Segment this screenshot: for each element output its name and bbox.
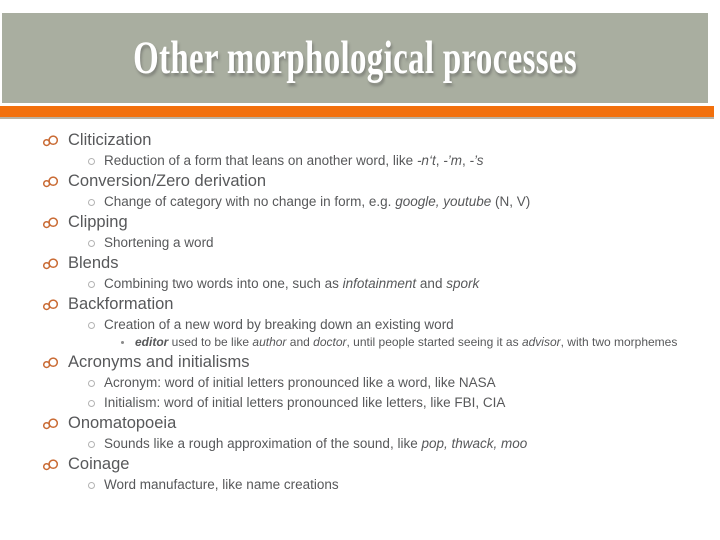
- bullet-item-level2: [0, 393, 678, 413]
- bullet-text: [68, 413, 678, 434]
- text-segment: Onomatopoeia: [68, 413, 177, 432]
- bullet-item-level1: [0, 454, 678, 475]
- bullet-text: [68, 130, 678, 151]
- bullet-text: [104, 434, 678, 454]
- accent-divider-bar: [0, 106, 714, 119]
- bullet-item-level2: [0, 315, 678, 335]
- bullet-text: [68, 352, 678, 373]
- bullet-text: [104, 373, 678, 393]
- double-ring-bullet-icon: [42, 298, 59, 312]
- bullet-item-level1: [0, 294, 678, 315]
- bullet-item-level1: [0, 130, 678, 151]
- text-segment: -’m: [443, 153, 462, 168]
- text-segment: Backformation: [68, 295, 174, 313]
- text-segment: Clipping: [68, 213, 128, 231]
- circle-outline-bullet-icon: [88, 158, 95, 165]
- circle-outline-bullet-icon: [88, 441, 95, 448]
- text-segment: advisor: [521, 335, 561, 349]
- circle-outline-bullet-icon: [88, 281, 95, 288]
- bullet-text: [68, 212, 678, 233]
- bullet-item-level3: [0, 336, 678, 350]
- text-segment: (N, V): [491, 194, 531, 209]
- circle-outline-bullet-icon: [88, 482, 95, 489]
- bullet-text: [68, 171, 678, 192]
- double-ring-bullet-icon: [42, 356, 59, 370]
- circle-outline-bullet-icon: [88, 400, 95, 407]
- text-segment: Initialism: word of initial letters pronounced like letters, like FBI, CIA: [104, 394, 506, 410]
- text-segment: and: [286, 335, 314, 349]
- bullet-list: [0, 130, 678, 495]
- text-segment: and: [416, 276, 447, 291]
- bullet-text: [104, 151, 678, 171]
- double-ring-bullet-icon: [42, 134, 59, 148]
- bullet-item-level2: [0, 373, 678, 393]
- bullet-text: [135, 336, 678, 350]
- double-ring-bullet-icon: [42, 417, 59, 431]
- text-segment: Conversion/Zero derivation: [68, 172, 267, 190]
- circle-outline-bullet-icon: [88, 380, 95, 387]
- bullet-item-level1: [0, 413, 678, 434]
- circle-outline-bullet-icon: [88, 322, 95, 329]
- text-segment: Word manufacture, like name creations: [104, 476, 339, 492]
- text-segment: ,: [435, 153, 444, 168]
- bullet-item-level1: [0, 352, 678, 373]
- text-segment: Sounds like a rough approximation of the sound, like: [104, 435, 422, 451]
- bullet-text: [104, 274, 678, 294]
- bullet-item-level2: [0, 233, 678, 253]
- text-segment: used to be like: [168, 335, 253, 349]
- text-segment: spork: [446, 276, 480, 291]
- text-segment: Blends: [68, 254, 119, 272]
- bullet-text: [104, 192, 678, 212]
- bullet-item-level2: [0, 151, 678, 171]
- bullet-text: [104, 475, 678, 495]
- text-segment: Reduction of a form that leans on another word, like: [104, 153, 417, 168]
- bullet-item-level2: [0, 192, 678, 212]
- text-segment: Coinage: [68, 454, 130, 473]
- bullet-item-level1: [0, 253, 678, 274]
- double-ring-bullet-icon: [42, 175, 59, 189]
- text-segment: google, youtube: [395, 194, 492, 209]
- text-segment: Shortening a word: [104, 235, 214, 250]
- bullet-text: [104, 233, 678, 253]
- bullet-item-level2: [0, 475, 678, 495]
- text-segment: editor: [135, 335, 169, 349]
- text-segment: , until people started seeing it as: [346, 335, 522, 349]
- bullet-text: [104, 393, 678, 413]
- text-segment: Acronyms and initialisms: [68, 352, 250, 371]
- dot-bullet-icon: [121, 341, 124, 344]
- bullet-text: [104, 315, 678, 335]
- text-segment: -n‘t: [416, 153, 436, 168]
- text-segment: Cliticization: [68, 131, 152, 149]
- text-segment: pop, thwack, moo: [421, 435, 528, 451]
- double-ring-bullet-icon: [42, 216, 59, 230]
- text-segment: Acronym: word of initial letters pronounced like a word, like NASA: [104, 374, 496, 390]
- double-ring-bullet-icon: [42, 257, 59, 271]
- slide-title: Other morphological processes: [133, 31, 577, 84]
- text-segment: ,: [461, 153, 470, 168]
- bullet-text: [68, 294, 678, 315]
- text-segment: , with two morphemes: [560, 335, 678, 349]
- text-segment: author: [252, 335, 287, 349]
- bullet-text: [68, 253, 678, 274]
- bullet-item-level1: [0, 171, 678, 192]
- circle-outline-bullet-icon: [88, 240, 95, 247]
- circle-outline-bullet-icon: [88, 199, 95, 206]
- bullet-text: [68, 454, 678, 475]
- text-segment: doctor: [313, 335, 347, 349]
- text-segment: Change of category with no change in form, e.g.: [104, 194, 396, 209]
- bullet-item-level2: [0, 274, 678, 294]
- text-segment: infotainment: [342, 276, 417, 291]
- text-segment: -’s: [469, 153, 484, 168]
- bullet-item-level1: [0, 212, 678, 233]
- text-segment: Combining two words into one, such as: [104, 276, 343, 291]
- text-segment: Creation of a new word by breaking down an existing word: [104, 317, 454, 332]
- bullet-item-level2: [0, 434, 678, 454]
- double-ring-bullet-icon: [42, 458, 59, 472]
- slide-header: [2, 13, 708, 103]
